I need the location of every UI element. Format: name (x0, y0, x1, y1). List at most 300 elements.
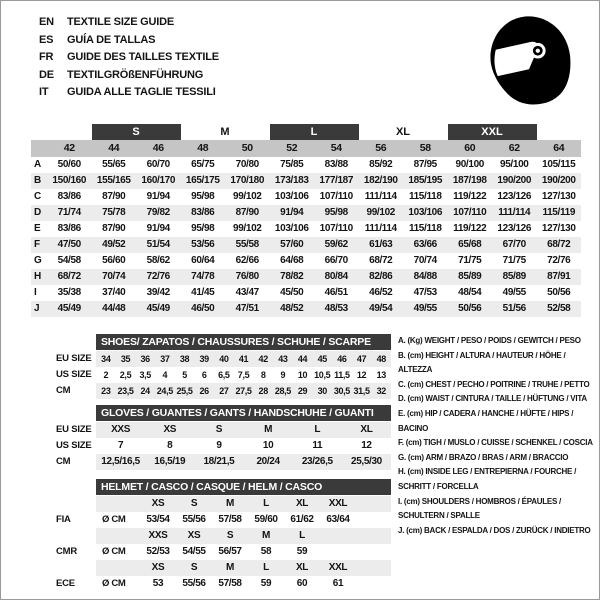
size-number: 42 (63, 142, 75, 154)
table-cell: 75/78 (102, 207, 126, 218)
size-group-m: M (220, 126, 230, 138)
helmet-size-label: M (262, 530, 270, 541)
table-cell: 91/94 (146, 191, 170, 202)
diameter-unit: Ø CM (102, 514, 126, 525)
helmet-size-label: XS (187, 530, 201, 541)
table-cell: 39 (199, 354, 209, 364)
table-cell: 119/122 (453, 223, 487, 234)
table-cell: 12 (356, 370, 367, 380)
diameter-unit: Ø CM (102, 578, 126, 589)
table-cell: 29 (297, 386, 308, 396)
table-cell: 18/21,5 (203, 456, 235, 467)
table-cell: 59 (296, 546, 308, 557)
row-label: US SIZE (56, 369, 92, 380)
table-cell: XS (163, 424, 177, 435)
table-cell: 48 (376, 354, 386, 364)
table-cell: 87/95 (413, 159, 437, 170)
row-label: CM (56, 385, 71, 396)
measure-row (31, 221, 581, 237)
table-cell: 41 (238, 354, 249, 364)
table-cell: 79/82 (146, 207, 170, 218)
language-row (39, 84, 219, 102)
table-cell: 49/54 (369, 303, 393, 314)
language-title-block (39, 14, 219, 102)
standard-label: CMR (56, 546, 78, 557)
table-cell: 10,5 (314, 370, 331, 380)
table-cell: 177/187 (319, 175, 354, 186)
table-cell: 47/53 (413, 287, 437, 298)
gloves-row (31, 422, 391, 438)
table-cell: 59/60 (254, 514, 278, 525)
legend-item: H. (cm) INSIDE LEG / ENTREPIERNA / FOURCHE / SCHRITT / FORCELLA (398, 467, 577, 491)
table-cell: 71/74 (57, 207, 81, 218)
language-code: DE (39, 68, 54, 81)
table-cell: 87/90 (102, 191, 126, 202)
table-cell: 53/54 (146, 514, 170, 525)
table-cell: 119/122 (453, 191, 487, 202)
table-cell: 27,5 (235, 386, 252, 396)
main-size-table (31, 121, 581, 317)
row-label: EU SIZE (56, 353, 92, 364)
table-cell: 173/183 (274, 175, 309, 186)
table-cell: 57/58 (218, 514, 242, 525)
size-group-xl: XL (395, 126, 411, 138)
table-cell: 39/42 (146, 287, 170, 298)
size-number: 44 (108, 142, 120, 154)
legend-item: D. (cm) WAIST / CINTURA / TAILLE / HÜFTUNG / VITA (398, 394, 587, 404)
table-cell: 185/195 (408, 175, 443, 186)
table-cell: 115/118 (408, 191, 442, 202)
size-number: 46 (152, 142, 164, 154)
gloves-row (31, 454, 391, 470)
table-cell: 61 (332, 578, 344, 589)
helmet-icon (485, 13, 573, 108)
measure-row (31, 157, 581, 173)
table-cell: 59/62 (324, 239, 348, 250)
table-cell: 37/40 (102, 287, 126, 298)
table-cell: 35/38 (57, 287, 81, 298)
table-cell: 53 (152, 578, 164, 589)
table-cell: 12,5/16,5 (101, 456, 140, 467)
measure-letter: E (34, 223, 41, 234)
table-cell: 35 (120, 354, 131, 364)
table-cell: 165/175 (185, 175, 220, 186)
table-cell: 44/48 (102, 303, 126, 314)
legend-item: C. (cm) CHEST / PECHO / POITRINE / TRUHE / PETTO (398, 379, 590, 389)
helmet-sizes-row (31, 560, 391, 576)
table-cell: 55/56 (182, 514, 206, 525)
table-cell: 68/72 (369, 255, 393, 266)
table-cell: 3,5 (139, 370, 151, 380)
table-cell: 83/86 (57, 191, 81, 202)
table-cell: 87/90 (235, 207, 259, 218)
table-cell: 56/57 (218, 546, 242, 557)
guide-title: GUIDA ALLE TAGLIE TESSILI (67, 86, 216, 98)
table-cell: 111/114 (364, 191, 397, 202)
table-cell: 43 (278, 354, 288, 364)
table-cell: 63/64 (326, 514, 350, 525)
table-cell: 155/165 (96, 175, 131, 186)
row-label: CM (56, 456, 71, 467)
table-cell: 30,5 (333, 386, 350, 396)
measure-letter: J (34, 303, 40, 314)
table-cell: 26 (199, 386, 209, 396)
measure-letter: F (34, 239, 40, 250)
legend-item: G. (cm) ARM / BRAZO / BRAS / ARM / BRACCIO (398, 452, 569, 462)
table-cell: 37 (160, 354, 170, 364)
table-cell: 84/88 (413, 271, 437, 282)
table-cell: 83/86 (57, 223, 81, 234)
language-row (39, 32, 219, 50)
measure-letter: D (34, 207, 41, 218)
table-cell: 59 (260, 578, 272, 589)
measure-row (31, 237, 581, 253)
size-number: 48 (197, 142, 209, 154)
table-cell: 7,5 (237, 370, 250, 380)
table-cell: 46 (337, 354, 347, 364)
table-cell: 8 (260, 370, 266, 380)
table-cell: 62/66 (235, 255, 259, 266)
table-cell: 182/190 (363, 175, 398, 186)
measure-letter: A (34, 159, 41, 170)
measure-letter: B (34, 175, 41, 186)
helmet-size-label: XL (295, 498, 309, 509)
table-cell: 103/106 (274, 223, 309, 234)
measure-row (31, 269, 581, 285)
table-cell: 115/119 (542, 207, 576, 218)
table-cell: 160/170 (141, 175, 176, 186)
table-cell: 111/114 (498, 207, 531, 218)
language-code: EN (39, 16, 54, 28)
helmet-size-label: M (226, 498, 234, 509)
size-group-s: S (92, 124, 181, 140)
language-code: IT (39, 86, 49, 98)
size-number: 58 (419, 142, 431, 154)
measure-row (31, 205, 581, 221)
table-cell: 150/160 (52, 175, 87, 186)
helmet-size-label: S (226, 530, 234, 541)
standard-label: ECE (56, 578, 75, 589)
table-cell: 127/130 (541, 223, 576, 234)
table-cell: 64/68 (280, 255, 304, 266)
table-cell: 56/60 (102, 255, 126, 266)
table-cell: 107/110 (453, 207, 487, 218)
table-cell: 71/75 (502, 255, 526, 266)
table-cell: 49/52 (102, 239, 126, 250)
language-row (39, 67, 219, 85)
table-cell: 91/94 (280, 207, 304, 218)
table-cell: 8 (167, 440, 173, 451)
table-cell: 50/56 (458, 303, 482, 314)
helmet-size-label: XXS (148, 530, 168, 541)
table-cell: 111/114 (364, 223, 397, 234)
table-cell: 105/115 (542, 159, 576, 170)
table-cell: 6,5 (218, 370, 230, 380)
table-cell: 45 (317, 354, 327, 364)
table-cell: 6 (201, 370, 207, 380)
table-cell: 46/52 (369, 287, 393, 298)
helmet-header-row (31, 479, 391, 496)
legend-item: I. (cm) SHOULDERS / HOMBROS / ÉPAULES / SCHULTERN / SPALLE (398, 496, 562, 521)
helmet-size-label: XXL (328, 498, 348, 509)
helmet-sizes-row (31, 496, 391, 512)
table-cell: 11 (312, 440, 323, 451)
table-cell: 38 (179, 354, 190, 364)
measure-row (31, 253, 581, 269)
measure-row (31, 285, 581, 301)
table-cell: 95/98 (324, 207, 348, 218)
size-group-l: L (270, 124, 359, 140)
guide-title: TEXTILE SIZE GUIDE (67, 16, 175, 28)
table-cell: 107/110 (319, 191, 353, 202)
table-cell: 99/102 (366, 207, 395, 218)
table-cell: 68/72 (547, 239, 571, 250)
bottom-section (31, 334, 596, 598)
legend-item: E. (cm) HIP / CADERA / HANCHE / HÜFTE / HIPS / BACINO (398, 408, 574, 433)
table-cell: 52/58 (547, 303, 571, 314)
table-cell: 123/126 (497, 223, 532, 234)
table-cell: 70/74 (102, 271, 126, 282)
sub-tables-column (31, 334, 391, 598)
table-cell: 24,5 (156, 386, 173, 396)
table-cell: 55/65 (102, 159, 126, 170)
table-cell: 72/76 (146, 271, 170, 282)
table-cell: 31,5 (353, 386, 370, 396)
helmet-size-label: M (226, 562, 234, 573)
table-cell: 48/52 (280, 303, 304, 314)
table-cell: 85/89 (502, 271, 526, 282)
table-cell: 45/50 (280, 287, 304, 298)
table-cell: 57/58 (218, 578, 242, 589)
measure-row (31, 301, 581, 317)
table-cell: 48/54 (458, 287, 482, 298)
table-cell: 91/94 (146, 223, 170, 234)
table-cell: 23/26,5 (301, 456, 333, 467)
table-cell: 7 (117, 440, 124, 451)
size-number-row (31, 140, 581, 157)
measurement-legend (398, 334, 596, 598)
table-cell: 54/55 (182, 546, 206, 557)
table-cell: 34 (101, 354, 111, 364)
table-cell: 115/118 (408, 223, 442, 234)
table-cell: 53/56 (191, 239, 215, 250)
table-cell: 70/74 (413, 255, 437, 266)
table-cell: 10 (262, 440, 274, 451)
measure-row (31, 173, 581, 189)
size-number: 52 (286, 142, 298, 154)
table-cell: 190/200 (497, 175, 532, 186)
helmet-table (31, 479, 391, 592)
measure-letter: C (34, 191, 41, 202)
size-group-row (31, 121, 581, 140)
language-code: FR (39, 51, 54, 63)
table-cell: 47/51 (235, 303, 259, 314)
table-cell: 65/68 (458, 239, 482, 250)
table-cell: 5 (182, 370, 187, 380)
table-cell: 36 (140, 354, 150, 364)
table-cell: 28,5 (274, 386, 291, 396)
table-cell: 44 (297, 354, 308, 364)
table-cell: 87/91 (547, 271, 571, 282)
table-cell: 20/24 (256, 456, 280, 467)
legend-item: J. (cm) BACK / ESPALDA / DOS / ZURÜCK / INDIETRO (398, 525, 591, 535)
table-cell: 83/86 (191, 207, 215, 218)
guide-title: TEXTILGRÖßENFÜHRUNG (67, 68, 204, 81)
gloves-row (31, 438, 391, 454)
table-cell: 95/98 (191, 191, 215, 202)
table-cell: 61/62 (290, 514, 314, 525)
table-cell: 74/78 (191, 271, 215, 282)
table-cell: 90/100 (455, 159, 484, 170)
helmet-size-label: XL (295, 562, 309, 573)
table-cell: 13 (376, 370, 386, 380)
table-cell: 54/58 (57, 255, 81, 266)
helmet-values-row (31, 576, 391, 592)
table-cell: 70/80 (235, 159, 259, 170)
table-cell: 80/84 (324, 271, 348, 282)
table-cell: 67/70 (502, 239, 526, 250)
table-cell: 95/98 (191, 223, 215, 234)
table-cell: 45/49 (146, 303, 170, 314)
table-cell: 2 (103, 370, 109, 380)
table-cell: 48/53 (324, 303, 348, 314)
helmet-size-label: L (263, 562, 269, 573)
helmet-values-row (31, 512, 391, 528)
table-cell: 99/102 (233, 223, 262, 234)
shoes-header-row (31, 334, 391, 351)
table-cell: 55/56 (182, 578, 206, 589)
table-cell: 72/76 (547, 255, 571, 266)
table-cell: 103/106 (408, 207, 443, 218)
diameter-unit: Ø CM (102, 546, 126, 557)
guide-title: GUÍA DE TALLAS (67, 33, 156, 46)
table-cell: 50/60 (57, 159, 81, 170)
measure-letter: G (34, 255, 42, 266)
helmet-sizes-row (31, 528, 391, 544)
table-cell: 58 (260, 546, 272, 557)
gloves-title-bar: GLOVES / GUANTES / GANTS / HANDSCHUHE / GUANTI (96, 405, 391, 421)
standard-label: FIA (56, 514, 71, 525)
shoes-row (31, 367, 391, 383)
table-cell: 60/64 (191, 255, 215, 266)
table-cell: 51/56 (502, 303, 526, 314)
table-cell: 42 (258, 354, 268, 364)
row-label: EU SIZE (56, 424, 92, 435)
table-cell: 66/70 (324, 255, 348, 266)
size-number: 54 (330, 142, 342, 154)
size-number: 56 (375, 142, 387, 154)
table-cell: 11,5 (334, 370, 350, 380)
legend-item: F. (cm) TIGH / MUSLO / CUISSE / SCHENKEL / COSCIA (398, 438, 593, 448)
table-cell: L (314, 424, 321, 435)
shoes-table (31, 334, 391, 399)
table-cell: 127/130 (541, 191, 576, 202)
table-cell: 87/90 (102, 223, 126, 234)
table-cell: 10 (297, 370, 308, 380)
shoes-title-bar: SHOES/ ZAPATOS / CHAUSSURES / SCHUHE / SCARPE (96, 334, 391, 350)
table-cell: 65/75 (191, 159, 215, 170)
table-cell: 25,5 (176, 386, 193, 396)
legend-item: B. (cm) HEIGHT / ALTURA / HAUTEUR / HÖHE / ALTEZZA (398, 350, 566, 375)
helmet-values-row (31, 544, 391, 560)
table-cell: 76/80 (235, 271, 259, 282)
table-cell: 107/110 (319, 223, 353, 234)
table-cell: 63/66 (413, 239, 437, 250)
size-number: 62 (508, 142, 520, 154)
helmet-size-label: XS (151, 498, 165, 509)
legend-item: A. (Kg) WEIGHT / PESO / POIDS / GEWITCH / PESO (398, 336, 581, 345)
helmet-title-bar: HELMET / CASCO / CASQUE / HELM / CASCO (96, 479, 391, 495)
table-cell: XL (360, 424, 373, 435)
shoes-row (31, 351, 391, 367)
table-cell: 49/55 (502, 287, 526, 298)
measure-letter: H (34, 271, 41, 282)
language-row (39, 49, 219, 67)
table-cell: 50/56 (547, 287, 571, 298)
table-cell: 190/200 (541, 175, 576, 186)
size-number: 50 (241, 142, 253, 154)
table-cell: M (264, 424, 273, 435)
table-cell: 28 (258, 386, 268, 396)
table-cell: 170/180 (230, 175, 265, 186)
table-cell: 32 (376, 386, 386, 396)
table-cell: 55/58 (235, 239, 259, 250)
table-cell: 23,5 (117, 386, 134, 396)
table-cell: 78/82 (280, 271, 304, 282)
table-cell: 9 (280, 370, 286, 380)
table-cell: 24 (140, 386, 150, 396)
table-cell: 27 (219, 386, 229, 396)
table-cell: 41/45 (191, 287, 215, 298)
table-cell: 43/47 (235, 287, 259, 298)
table-cell: 9 (216, 440, 222, 451)
table-cell: 46/51 (324, 287, 348, 298)
table-cell: 23 (101, 386, 111, 396)
row-label: US SIZE (56, 440, 92, 451)
table-cell: 46/50 (191, 303, 215, 314)
table-cell: 187/198 (452, 175, 487, 186)
table-cell: 83/88 (324, 159, 348, 170)
helmet-size-label: S (190, 562, 198, 573)
gloves-table (31, 405, 391, 470)
table-cell: XXS (111, 424, 131, 435)
table-cell: 51/54 (146, 239, 170, 250)
size-number: 60 (464, 142, 476, 154)
table-cell: 68/72 (57, 271, 81, 282)
helmet-size-label: S (190, 498, 198, 509)
shoes-row (31, 383, 391, 399)
helmet-size-label: XXL (328, 562, 348, 573)
table-cell: 103/106 (274, 191, 309, 202)
table-cell: 82/86 (369, 271, 393, 282)
gloves-header-row (31, 405, 391, 422)
table-cell: 99/102 (233, 191, 262, 202)
table-cell: 60 (296, 578, 308, 589)
table-cell: 2,5 (119, 370, 132, 380)
size-group-xxl: XXL (448, 124, 537, 140)
table-cell: 57/60 (280, 239, 304, 250)
table-cell: 49/55 (413, 303, 437, 314)
table-cell: 30 (317, 386, 327, 396)
table-cell: 47 (356, 354, 367, 364)
table-cell: 60/70 (146, 159, 170, 170)
table-cell: 71/75 (458, 255, 482, 266)
table-cell: 58/62 (146, 255, 170, 266)
table-cell: 85/92 (369, 159, 393, 170)
table-cell: 123/126 (497, 191, 532, 202)
language-code: ES (39, 33, 54, 46)
table-cell: S (215, 424, 223, 435)
